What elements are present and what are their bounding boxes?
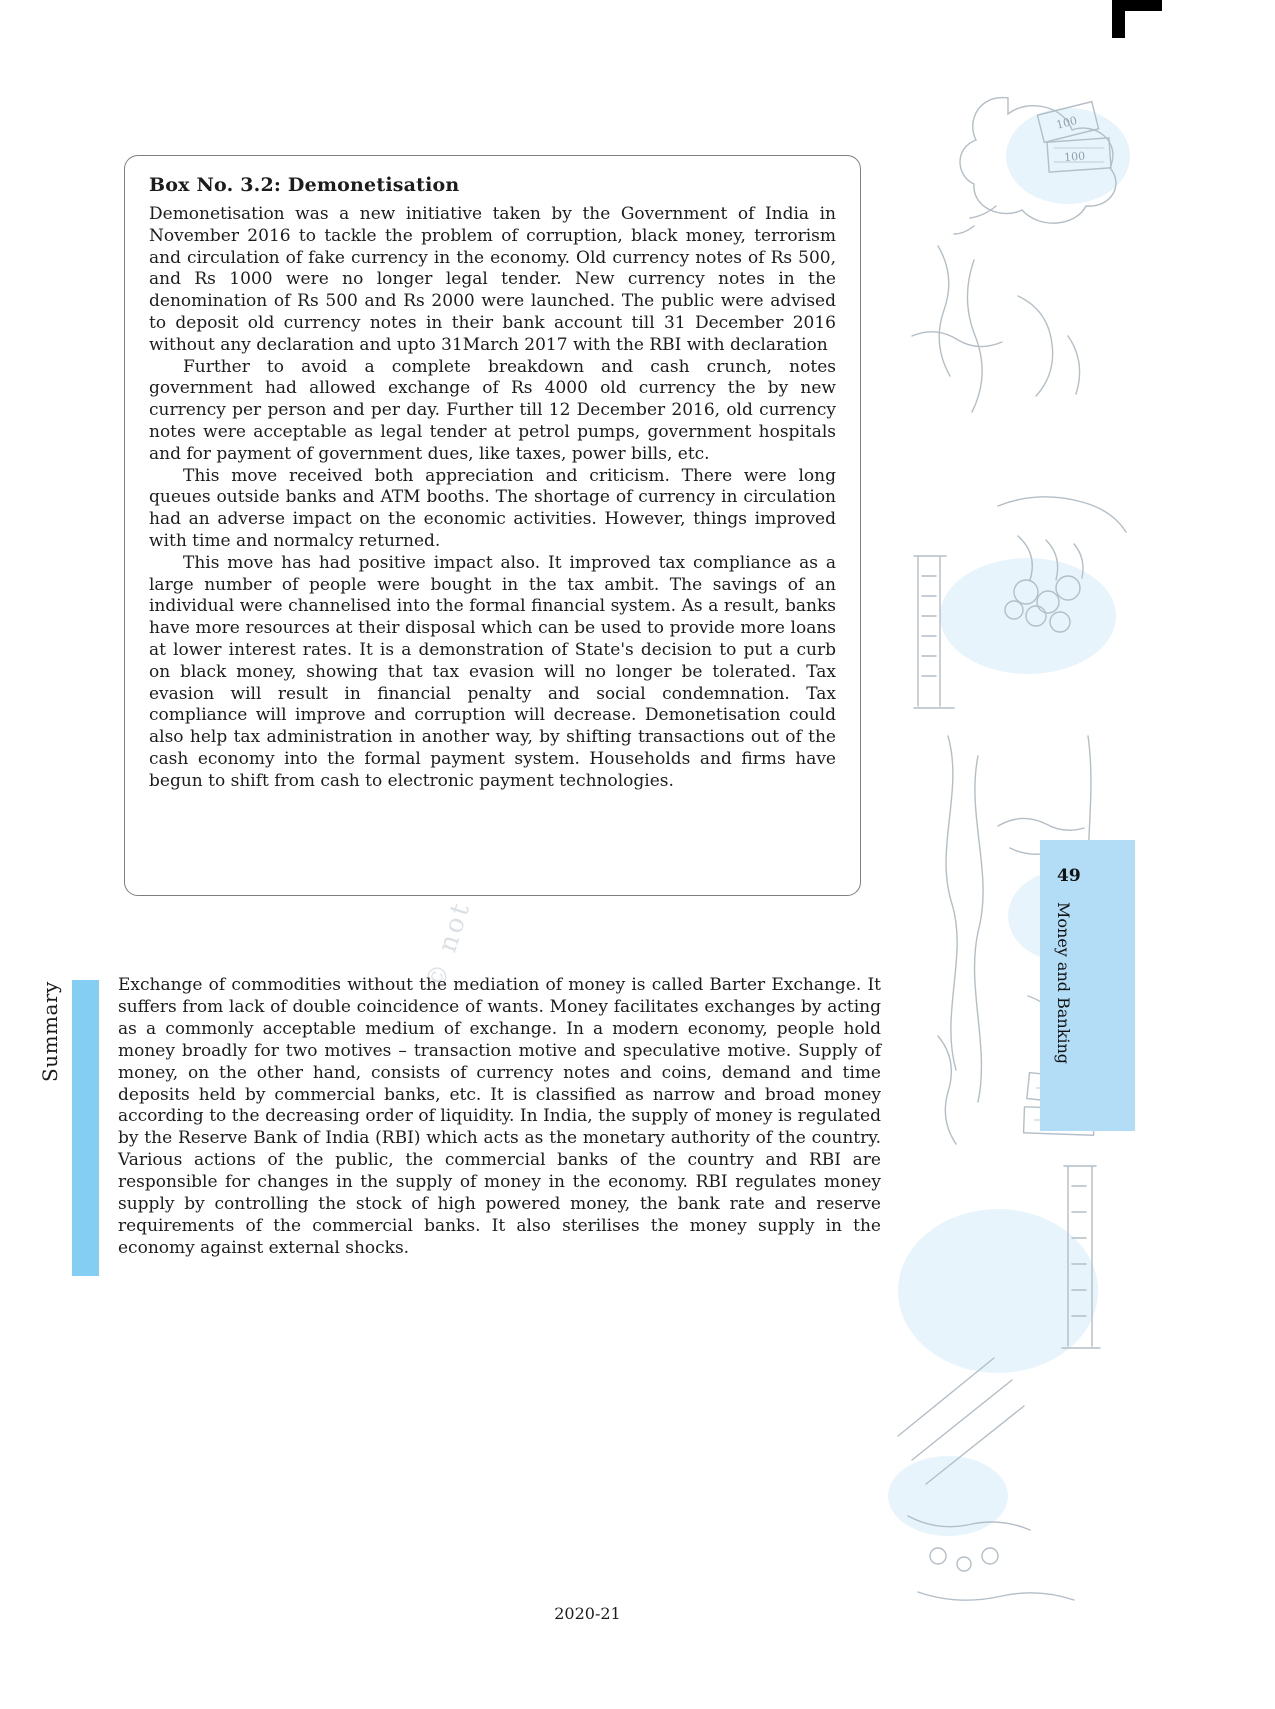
summary-accent-bar <box>72 980 99 1276</box>
box-paragraph: Demonetisation was a new initiative taken by the Government of India in November 2016 to tackle the problem of corruption, black money, terrorism and circulation of fake currency in the economy. Old currency notes of Rs 500, and Rs 1000 were no longer legal tender. New currency notes in the denomination of Rs 500 and Rs 2000 were launched. The public were advised to deposit old currency notes in their bank account till 31 December 2016 without any declaration and upto 31March 2017 with the RBI with declaration <box>149 204 836 355</box>
box-paragraph: Further to avoid a complete breakdown and cash crunch, notes government had allowed exchange of Rs 4000 old currency the by new currency per person and per day. Further till 12 December 2016, old currency notes were acceptable as legal tender at petrol pumps, government hospitals and for payment of government dues, like taxes, power bills, etc. <box>149 356 836 464</box>
chapter-side-label: Money and Banking <box>1054 902 1073 1065</box>
demonetisation-box <box>124 155 861 896</box>
footer-edition: 2020-21 <box>554 1604 621 1623</box>
summary-text: Exchange of commodities without the mediation of money is called Barter Exchange. It suffers from lack of double coincidence of wants. Money facilitates exchanges by acting as a commonly acceptable medium of exchange. In a modern economy, people hold money broadly for two motives – transaction motive and speculative motive. Supply of money, on the other hand, consists of currency notes and coins, demand and time deposits held by commercial banks, etc. It is classified as narrow and broad money according to the decreasing order of liquidity. In India, the supply of money is regulated by the Reserve Bank of India (RBI) which acts as the monetary authority of the country. Various actions of the public, the commercial banks of the country and RBI are responsible for changes in the supply of money in the economy. RBI regulates money supply by controlling the stock of high powered money, the bank rate and reserve requirements of the commercial banks. It also sterilises the money supply in the economy against external shocks. <box>118 975 881 1258</box>
page-number: 49 <box>1057 866 1081 886</box>
corner-mark <box>1112 0 1162 38</box>
box-paragraph: This move received both appreciation and criticism. There were long queues outside banks and ATM booths. The shortage of currency in circulation had an adverse impact on the economic activities. However, things improved with time and normalcy returned. <box>149 465 836 551</box>
page-number-box <box>1040 840 1135 1131</box>
box-paragraph: This move has had positive impact also. It improved tax compliance as a large number of people were bought in the tax ambit. The savings of an individual were channelised into the formal financial system. As a result, banks have more resources at their disposal which can be used to provide more loans at lower interest rates. It is a demonstration of State's decision to put a curb on black money, showing that tax evasion will no longer be tolerated. Tax evasion will result in financial penalty and social condemnation. Tax compliance will improve and corruption will decrease. Demonetisation could also help tax administration in another way, by shifting transactions out of the cash economy into the formal payment system. Households and firms have begun to shift from cash to electronic payment technologies. <box>149 552 836 791</box>
summary-heading: Summary <box>38 981 62 1082</box>
margin-illustration <box>878 36 1135 1622</box>
sketch-note-label: 100 <box>1063 149 1086 165</box>
box-title: Box No. 3.2: Demonetisation <box>149 174 460 196</box>
sketch-note-label: 100 <box>1054 114 1079 132</box>
